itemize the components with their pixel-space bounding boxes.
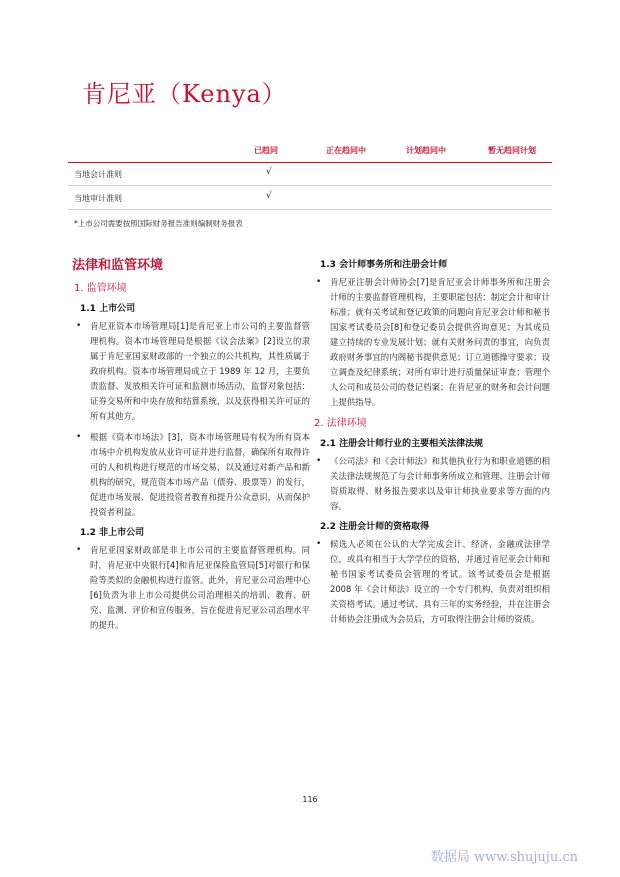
table-row [68,162,552,186]
subsubsection-heading: 1.2 非上市公司 [80,528,145,538]
bullet-paragraph: • 候选人必须在公认的大学完成会计、经济、金融或法律学位，或具有相当于大学学位的资格，并通过肯尼亚会计师和秘书国家考试委员会管理的考试。该考试委员会是根据 2008 年《会计师法》设立的一个专门机构，负责对组织相关资格考试。通过考试、具有三年的实务经验，并在注册会计师协会注册成为会员后，方可取得注册会计师的资质。 [312,537,550,627]
bullet-paragraph: • 肯尼亚注册会计师协会[7]是肯尼亚会计师事务所和注册会计师的主要监督管理机构，主要职能包括：制定会计和审计标准；就有关考试和登记政策的问题向肯尼亚会计师和秘书国家考试委员会[8]和登记委员会提供咨询意见；为其成员建立持续的专业发展计划；就有关财务问责的事宜，向负责政府财务事宜的内阁秘书提供意见；订立道德操守要求；设立调查及纪律系统；对所有审计进行质量保证审查；管理个人公司和成员公司的登记档案；在肯尼亚的财务和会计问题上提供指导。 [312,275,550,410]
header-planned: 计划趋同中 [406,146,446,155]
convergence-status-table [68,140,552,228]
subsection-heading: 2. 法律环境 [314,418,367,429]
right-column [312,258,550,633]
table-row [68,186,552,210]
table-footnote: *上市公司需要按照国际财务报告准则编制财务报表 [74,219,243,228]
bullet-paragraph: • 《公司法》和《会计师法》和其他执业行为和职业道德的相关法律法规规范了与会计师事务所成立和管理、注册会计师资质取得、财务报告要求以及审计师执业要求等方面的内容。 [312,454,550,514]
header-converging: 正在趋同中 [326,146,366,155]
subsubsection-heading: 2.1 注册会计师行业的主要相关法律法规 [320,439,484,449]
subsubsection-heading: 1.3 会计师事务所和注册会计师 [320,260,448,270]
header-no-plan: 暂无趋同计划 [488,146,536,155]
section-heading: 法律和监管环境 [72,258,164,273]
page-number: 116 [302,795,318,804]
subsubsection-heading: 1.1 上市公司 [80,304,136,314]
bullet-paragraph: • 肯尼亚资本市场管理局[1]是肯尼亚上市公司的主要监督管理机构。资本市场管理局是根据《议会法案》[2]设立的隶属于肯尼亚国家财政部的一个独立的公共机构，其性质属于政府机构。资本市场管理局成立于 1989 年 12 月，主要负责监督、发放相关许可证和监测市场活动，监督对象包括：证券交易所和中央存放和结算系统，以及获得相关许可证的所有其他方。 [72,319,310,424]
bullet-paragraph: • 肯尼亚国家财政部是非上市公司的主要监督管理机构。同时，肯尼亚中央银行[4]和肯尼亚保险监管局[5]对银行和保险等类似的金融机构进行监管。此外，肯尼亚公司治理中心[6]负责为非上市公司提供公司治理相关的培训、教育、研究、监测、评价和宣传服务，旨在促进肯尼亚公司治理水平的提升。 [72,543,310,633]
bullet-paragraph: • 根据《资本市场法》[3]，资本市场管理局有权为所有资本市场中介机构发放从业许可证并进行监督，确保所有取得许可的人和机构进行规范的市场交易，以及通过对新产品和新机构的研究，规范资本市场产品（债券、股票等）的发行，促进市场发展、促进投资者教育和提升公众意识，从而保护投资者利益。 [72,430,310,520]
watermark-text: 数据局 www.shujuju.cn [430,850,578,865]
check-mark: √ [266,167,272,177]
subsection-heading: 1. 监管环境 [74,283,127,294]
header-converged: 已趋同 [254,146,278,155]
table-header-row [68,140,552,162]
row-label: 当地审计准则 [74,194,122,203]
subsubsection-heading: 2.2 注册会计师的资格取得 [320,522,430,532]
left-column [72,258,310,639]
page-title: 肯尼亚（Kenya） [82,80,287,108]
check-mark: √ [266,191,272,201]
row-label: 当地会计准则 [74,170,122,179]
